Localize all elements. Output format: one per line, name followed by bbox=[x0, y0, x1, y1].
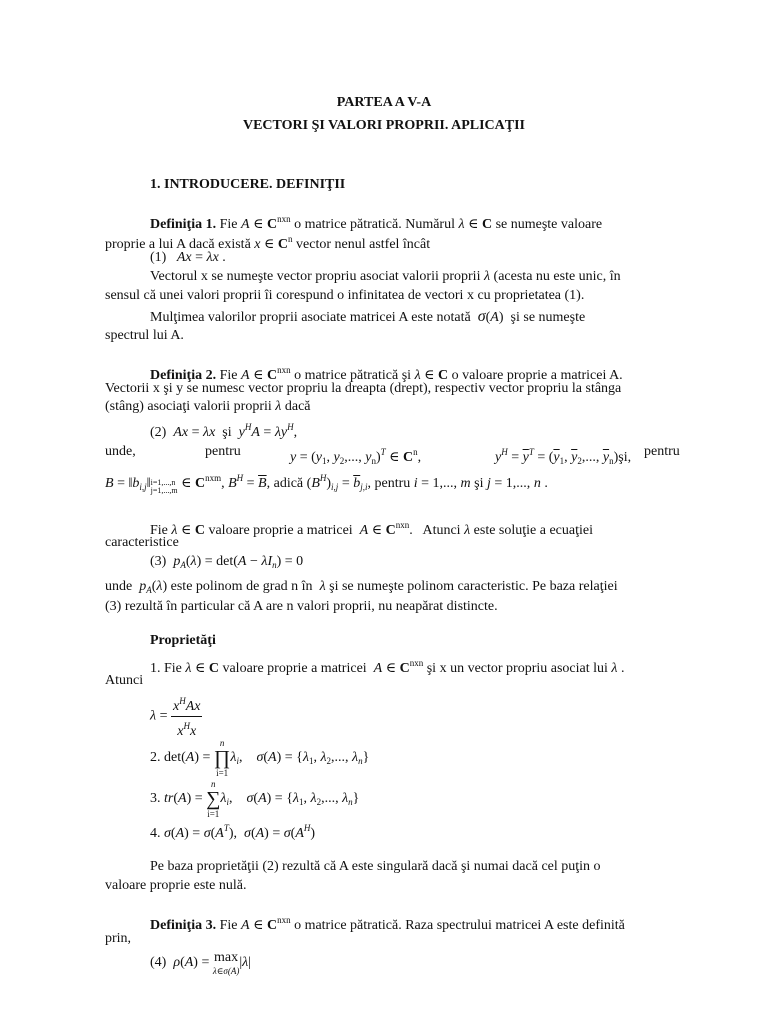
equation-1: (1) Ax = λx . bbox=[150, 250, 226, 265]
def1-spectrum-line2: spectrul lui A. bbox=[105, 328, 184, 343]
chapter-title: VECTORI ŞI VALORI PROPRII. APLICAŢII bbox=[242, 118, 526, 133]
part-title: PARTEA A V-A bbox=[336, 95, 432, 110]
equation-2: (2) Ax = λx şi $y^HA = \lambda y^H$, bbox=[150, 422, 298, 440]
def3-line1: Definiţia 3. Fie A ∈ $C^{nxn}$ o matrice pătratică. Raza spectrului matricei A este definită bbox=[150, 915, 625, 933]
def1-heading: Definiţia 1. bbox=[150, 217, 217, 232]
equation-3: (3) $p_A(\lambda) = \det(A - \lambda I_n) = 0$ bbox=[150, 554, 304, 570]
def2-line2: Vectorii x şi y se numesc vector propriu la dreapta (drept), respectiv vector propriu la stânga bbox=[105, 381, 622, 396]
matrix-b-definition: $B = ‖b_{i,j}‖i=1,...,n$ j=1,...,m ∈ $C^{nxm}$, $B^H = \overline{B}$, adică $(B^H)_{i,j} = \overline{b}_{j,i}$, pentru i = 1,..., m şi j = 1,..., n . bbox=[105, 473, 548, 495]
property-1: 1. Fie λ ∈ C valoare proprie a matricei A ∈ $C^{nxn}$ şi x un vector propriu asociat lui λ . bbox=[150, 658, 625, 676]
equation-4: (4) ρ(A) = max λ∈σ(A) |λ| bbox=[150, 950, 252, 976]
singular-remark-line2: valoare proprie este nulă. bbox=[105, 878, 247, 893]
yh-definition: $y^H = \overline{y}^T = (\overline{y}_1$, $\overline{y}_2$,..., $\overline{y}_n)şi$, bbox=[495, 447, 632, 466]
def1-para-line1: Vectorul x se numeşte vector propriu asociat valorii proprii λ (acesta nu este unic, în bbox=[150, 269, 621, 284]
properties-heading: Proprietăţi bbox=[150, 633, 216, 648]
def3-heading: Definiţia 3. bbox=[150, 918, 217, 933]
def2-pentru-1: pentru bbox=[205, 444, 241, 459]
char-eq-line2: caracteristice bbox=[105, 535, 179, 550]
section-heading: 1. INTRODUCERE. DEFINIŢII bbox=[150, 177, 346, 192]
rayleigh-quotient: λ = $\frac{x^HAx}{x^Hx}$ bbox=[150, 692, 202, 741]
property-2: 2. det(A) = n ∏ i=1 $\lambda_i$, $\sigma(A) = \{\lambda_1$, $\lambda_2$,..., $\lambda_n$} bbox=[150, 738, 370, 778]
char-poly-line2: (3) rezultă în particular că A are n valori proprii, nu neapărat distincte. bbox=[105, 599, 498, 614]
char-poly-line: unde $p_A(\lambda)$ este polinom de grad n în λ şi se numeşte polinom caracteristic. Pe baza relaţiei bbox=[105, 579, 618, 595]
char-eq-line1: Fie λ ∈ C valoare proprie a matricei A ∈ $C^{nxn}$. Atunci λ este soluţie a ecuaţiei bbox=[150, 520, 593, 538]
def1-line2: proprie a lui A dacă există x ∈ $C^n$ vector nenul astfel încât bbox=[105, 234, 431, 252]
property-1-atunci: Atunci bbox=[105, 673, 144, 688]
def1-spectrum-line: Mulţimea valorilor proprii asociate matricei A este notată σ(A) şi se numeşte bbox=[150, 308, 586, 325]
property-3: 3. tr(A) = n ∑ i=1 $\lambda_i$, $\sigma(A) = \{\lambda_1$, $\lambda_2$,..., $\lambda_n$} bbox=[150, 779, 360, 819]
def3-line2: prin, bbox=[105, 931, 132, 946]
def2-vectors-line: unde, bbox=[105, 444, 136, 459]
def2-line1: Definiţia 2. Fie A ∈ $C^{nxn}$ o matrice pătratică şi λ ∈ C o valoare proprie a matricei A. bbox=[150, 365, 623, 383]
def2-pentru-2: pentru bbox=[644, 444, 680, 459]
def2-line3: (stâng) asociaţi valorii proprii λ dacă bbox=[105, 399, 311, 414]
singular-remark-line1: Pe baza proprietăţii (2) rezultă că A este singulară dacă şi numai dacă cel puţin o bbox=[150, 859, 601, 874]
property-4: 4. $\sigma(A) = \sigma(A^T)$, $\sigma(A) = \sigma(A^H)$ bbox=[150, 823, 316, 841]
def2-heading: Definiţia 2. bbox=[150, 368, 217, 383]
def1-para-line2: sensul că unei valori proprii îi corespund o infinitatea de vectori x cu proprietatea (1). bbox=[105, 288, 585, 303]
def1-line1: Definiţia 1. Fie A ∈ $C^{nxn}$ o matrice pătratică. Numărul λ ∈ C se numeşte valoare bbox=[150, 214, 603, 232]
y-vector-definition: $y = (y_1$, $y_2$,..., $y_n)^T$ ∈ $C^n$, bbox=[290, 447, 422, 466]
